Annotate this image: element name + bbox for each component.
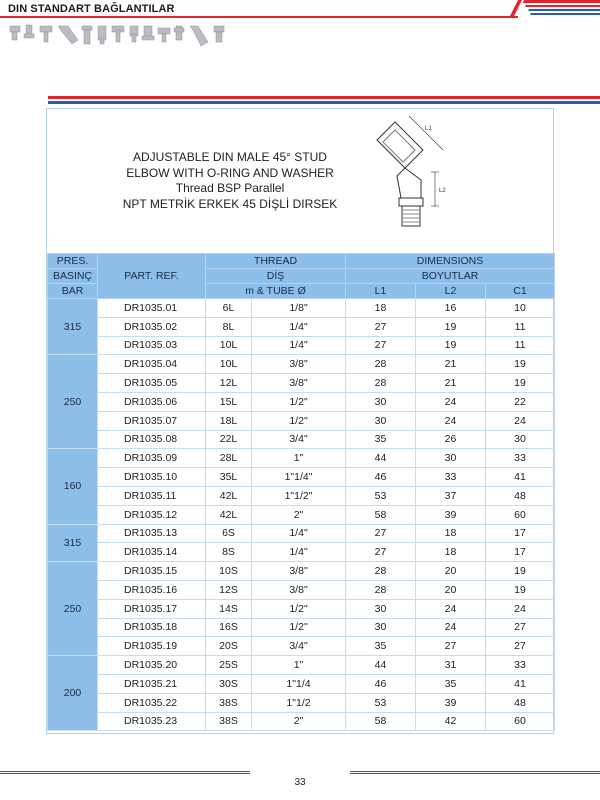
pressure-cell: 315: [48, 299, 98, 355]
header-boyutlar: BOYUTLAR: [346, 269, 555, 284]
l1-cell: 27: [346, 317, 416, 336]
l2-cell: 35: [416, 674, 486, 693]
product-thumbnails: [8, 20, 238, 60]
c1-cell: 33: [486, 449, 555, 468]
l1-cell: 53: [346, 486, 416, 505]
part-ref-cell: DR1035.10: [98, 468, 206, 487]
pressure-cell: 250: [48, 355, 98, 449]
tube-size-cell: 22L: [206, 430, 252, 449]
table-row: [48, 449, 555, 468]
thread-size-cell: 3/4": [252, 430, 346, 449]
tube-size-cell: 25S: [206, 656, 252, 675]
tube-size-cell: 10L: [206, 355, 252, 374]
l1-cell: 58: [346, 505, 416, 524]
table-row: [48, 299, 555, 318]
l1-cell: 44: [346, 449, 416, 468]
product-title-line: NPT METRİK ERKEK 45 DİŞLİ DIRSEK: [122, 196, 338, 211]
part-ref-cell: DR1035.05: [98, 374, 206, 393]
tube-size-cell: 16S: [206, 618, 252, 637]
thread-size-cell: 3/8": [252, 580, 346, 599]
c1-cell: 19: [486, 580, 555, 599]
tube-size-cell: 20S: [206, 637, 252, 656]
table-row: [48, 355, 555, 374]
c1-cell: 10: [486, 299, 555, 318]
thread-size-cell: 1/4": [252, 524, 346, 543]
tube-size-cell: 42L: [206, 486, 252, 505]
pressure-cell: 200: [48, 656, 98, 731]
l2-cell: 18: [416, 543, 486, 562]
thread-size-cell: 1/2": [252, 618, 346, 637]
l2-cell: 27: [416, 637, 486, 656]
l1-cell: 53: [346, 693, 416, 712]
c1-cell: 24: [486, 599, 555, 618]
header-rule: [0, 16, 518, 18]
tube-size-cell: 15L: [206, 392, 252, 411]
product-title-line: Thread BSP Parallel: [175, 181, 285, 195]
header-part-ref: PART. REF.: [98, 254, 206, 299]
tube-size-cell: 42L: [206, 505, 252, 524]
part-ref-cell: DR1035.18: [98, 618, 206, 637]
page-number: 33: [294, 777, 306, 788]
product-title-line: ELBOW WITH O-RING AND WASHER: [126, 165, 334, 180]
spec-table: [47, 253, 555, 731]
part-ref-cell: DR1035.23: [98, 712, 206, 731]
thread-size-cell: 1/4": [252, 336, 346, 355]
c1-cell: 19: [486, 355, 555, 374]
footer-rule: [0, 773, 250, 774]
thread-size-cell: 1/8": [252, 299, 346, 318]
l1-cell: 46: [346, 468, 416, 487]
l2-cell: 31: [416, 656, 486, 675]
table-row: [48, 674, 555, 693]
c1-cell: 41: [486, 674, 555, 693]
table-row: [48, 468, 555, 487]
part-ref-cell: DR1035.22: [98, 693, 206, 712]
c1-cell: 48: [486, 486, 555, 505]
pressure-cell: 160: [48, 449, 98, 524]
pressure-cell: 250: [48, 562, 98, 656]
l2-cell: 24: [416, 411, 486, 430]
thread-size-cell: 1/2": [252, 411, 346, 430]
header-basinc: BASINÇ: [48, 269, 98, 284]
table-row: [48, 693, 555, 712]
part-ref-cell: DR1035.04: [98, 355, 206, 374]
l1-cell: 30: [346, 411, 416, 430]
l1-cell: 27: [346, 524, 416, 543]
l1-cell: 30: [346, 599, 416, 618]
thread-size-cell: 1"1/4": [252, 468, 346, 487]
section-band-blue: [48, 101, 600, 104]
header-pres: PRES.: [48, 254, 98, 269]
part-ref-cell: DR1035.01: [98, 299, 206, 318]
l1-cell: 27: [346, 543, 416, 562]
thread-size-cell: 1"1/2": [252, 486, 346, 505]
c1-cell: 11: [486, 336, 555, 355]
l2-cell: 19: [416, 336, 486, 355]
table-row: [48, 656, 555, 675]
part-ref-cell: DR1035.14: [98, 543, 206, 562]
l2-cell: 39: [416, 505, 486, 524]
thread-size-cell: 3/4": [252, 637, 346, 656]
table-row: [48, 430, 555, 449]
tube-size-cell: 8S: [206, 543, 252, 562]
table-row: [48, 543, 555, 562]
table-row: [48, 336, 555, 355]
footer-rule: [0, 771, 250, 772]
tube-size-cell: 38S: [206, 712, 252, 731]
tube-size-cell: 30S: [206, 674, 252, 693]
l2-cell: 30: [416, 449, 486, 468]
part-ref-cell: DR1035.20: [98, 656, 206, 675]
l2-cell: 21: [416, 374, 486, 393]
l1-cell: 28: [346, 355, 416, 374]
l2-cell: 24: [416, 599, 486, 618]
c1-cell: 11: [486, 317, 555, 336]
l2-cell: 21: [416, 355, 486, 374]
l2-cell: 16: [416, 299, 486, 318]
c1-cell: 19: [486, 562, 555, 581]
l2-cell: 19: [416, 317, 486, 336]
thread-size-cell: 1": [252, 449, 346, 468]
section-band-red: [48, 96, 600, 99]
l1-cell: 44: [346, 656, 416, 675]
c1-cell: 27: [486, 618, 555, 637]
c1-cell: 33: [486, 656, 555, 675]
tube-size-cell: 12L: [206, 374, 252, 393]
part-ref-cell: DR1035.21: [98, 674, 206, 693]
part-ref-cell: DR1035.03: [98, 336, 206, 355]
thread-size-cell: 2": [252, 505, 346, 524]
pressure-cell: 315: [48, 524, 98, 562]
section-title: DIN STANDART BAĞLANTILAR: [8, 3, 175, 15]
c1-cell: 41: [486, 468, 555, 487]
l1-cell: 35: [346, 637, 416, 656]
part-ref-cell: DR1035.06: [98, 392, 206, 411]
tube-size-cell: 6S: [206, 524, 252, 543]
l2-cell: 39: [416, 693, 486, 712]
header-m-tube: m & TUBE Ø: [206, 284, 346, 299]
part-ref-cell: DR1035.13: [98, 524, 206, 543]
drawing-label-l1: L1: [425, 126, 432, 132]
thread-size-cell: 1/2": [252, 599, 346, 618]
tube-size-cell: 6L: [206, 299, 252, 318]
c1-cell: 19: [486, 374, 555, 393]
tube-size-cell: 18L: [206, 411, 252, 430]
page-header: [0, 0, 600, 20]
c1-cell: 17: [486, 524, 555, 543]
tube-size-cell: 12S: [206, 580, 252, 599]
l2-cell: 26: [416, 430, 486, 449]
header-thread: THREAD: [206, 254, 346, 269]
thread-size-cell: 1/2": [252, 392, 346, 411]
c1-cell: 22: [486, 392, 555, 411]
footer-rule: [350, 773, 600, 774]
thread-size-cell: 1/4": [252, 543, 346, 562]
table-row: [48, 505, 555, 524]
thread-size-cell: 1": [252, 656, 346, 675]
table-row: [48, 580, 555, 599]
table-row: [48, 524, 555, 543]
table-row: [48, 486, 555, 505]
c1-cell: 27: [486, 637, 555, 656]
c1-cell: 60: [486, 712, 555, 731]
l2-cell: 20: [416, 580, 486, 599]
tube-size-cell: 38S: [206, 693, 252, 712]
l1-cell: 28: [346, 562, 416, 581]
header-bar: BAR: [48, 284, 98, 299]
thread-size-cell: 2": [252, 712, 346, 731]
header-row: [48, 254, 555, 269]
table-row: [48, 374, 555, 393]
tube-size-cell: 8L: [206, 317, 252, 336]
part-ref-cell: DR1035.11: [98, 486, 206, 505]
l2-cell: 20: [416, 562, 486, 581]
part-ref-cell: DR1035.02: [98, 317, 206, 336]
drawing-label-l2: L2: [439, 188, 446, 194]
part-ref-cell: DR1035.16: [98, 580, 206, 599]
header-l1: L1: [346, 284, 416, 299]
product-title: [100, 150, 360, 212]
l1-cell: 28: [346, 374, 416, 393]
c1-cell: 48: [486, 693, 555, 712]
part-ref-cell: DR1035.08: [98, 430, 206, 449]
table-row: [48, 599, 555, 618]
thread-size-cell: 3/8": [252, 355, 346, 374]
c1-cell: 17: [486, 543, 555, 562]
thread-size-cell: 1"1/2: [252, 693, 346, 712]
table-row: [48, 392, 555, 411]
table-row: [48, 618, 555, 637]
product-title-line: ADJUSTABLE DIN MALE 45° STUD: [133, 150, 327, 164]
l1-cell: 46: [346, 674, 416, 693]
tube-size-cell: 14S: [206, 599, 252, 618]
l2-cell: 24: [416, 392, 486, 411]
thread-size-cell: 3/8": [252, 374, 346, 393]
l1-cell: 58: [346, 712, 416, 731]
tube-size-cell: 10S: [206, 562, 252, 581]
l2-cell: 42: [416, 712, 486, 731]
header-c1: C1: [486, 284, 555, 299]
header-dimensions: DIMENSIONS: [346, 254, 555, 269]
header-stripes: [510, 0, 600, 20]
part-ref-cell: DR1035.09: [98, 449, 206, 468]
l1-cell: 18: [346, 299, 416, 318]
l1-cell: 27: [346, 336, 416, 355]
part-ref-cell: DR1035.12: [98, 505, 206, 524]
thread-size-cell: 1"1/4: [252, 674, 346, 693]
thread-size-cell: 3/8": [252, 562, 346, 581]
elbow-fitting-drawing: [355, 112, 455, 232]
header-dis: DİŞ: [206, 269, 346, 284]
part-ref-cell: DR1035.07: [98, 411, 206, 430]
table-row: [48, 712, 555, 731]
c1-cell: 24: [486, 411, 555, 430]
table-row: [48, 637, 555, 656]
l2-cell: 33: [416, 468, 486, 487]
c1-cell: 30: [486, 430, 555, 449]
tube-size-cell: 10L: [206, 336, 252, 355]
l2-cell: 37: [416, 486, 486, 505]
part-ref-cell: DR1035.17: [98, 599, 206, 618]
l1-cell: 30: [346, 618, 416, 637]
table-row: [48, 411, 555, 430]
l2-cell: 18: [416, 524, 486, 543]
part-ref-cell: DR1035.19: [98, 637, 206, 656]
l1-cell: 28: [346, 580, 416, 599]
tube-size-cell: 35L: [206, 468, 252, 487]
footer-rule: [350, 771, 600, 772]
header-l2: L2: [416, 284, 486, 299]
l2-cell: 24: [416, 618, 486, 637]
table-row: [48, 562, 555, 581]
l1-cell: 35: [346, 430, 416, 449]
table-row: [48, 317, 555, 336]
tube-size-cell: 28L: [206, 449, 252, 468]
c1-cell: 60: [486, 505, 555, 524]
thread-size-cell: 1/4": [252, 317, 346, 336]
part-ref-cell: DR1035.15: [98, 562, 206, 581]
l1-cell: 30: [346, 392, 416, 411]
